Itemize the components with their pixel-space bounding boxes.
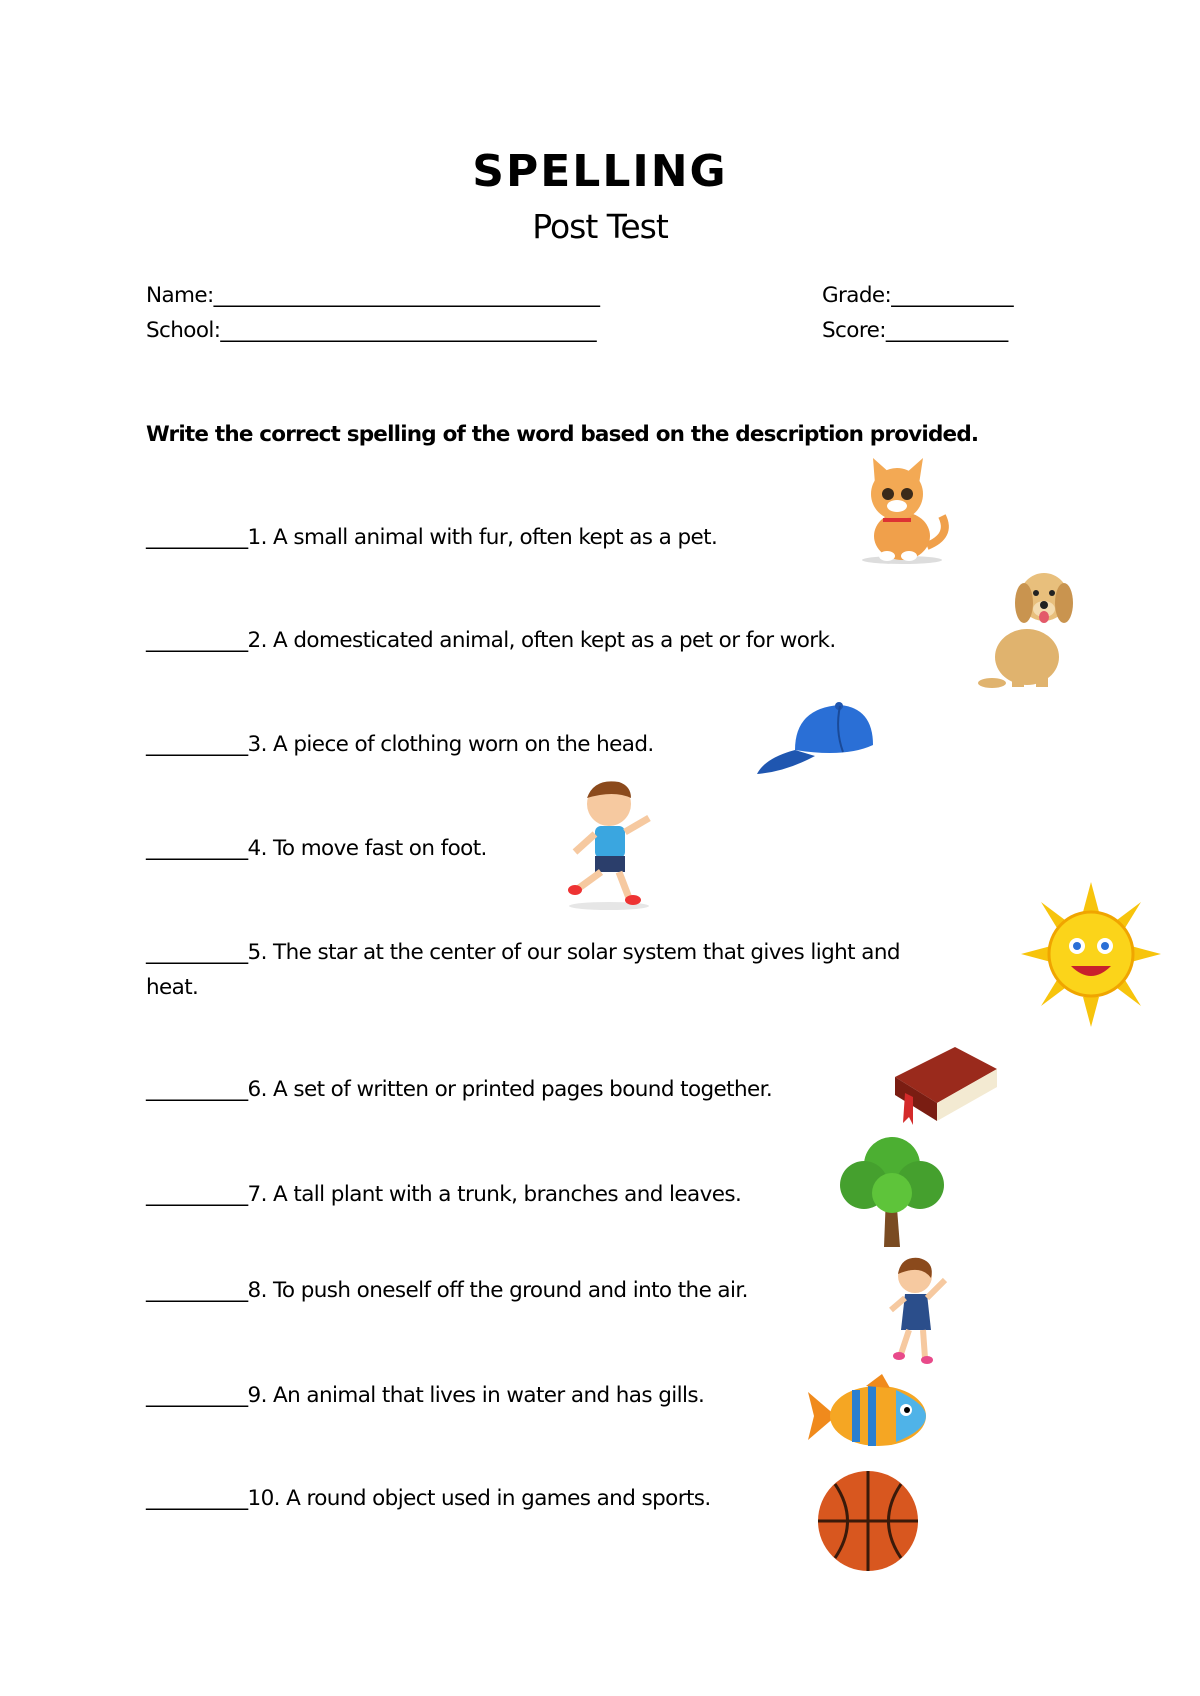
instructions: Write the correct spelling of the word based on the description provided.: [146, 422, 979, 447]
tree-icon: [836, 1135, 948, 1252]
question-8[interactable]: __________8. To push oneself off the ground and into the air.: [146, 1278, 748, 1303]
jumping-girl-icon: [885, 1254, 951, 1370]
cap-icon: [755, 700, 875, 778]
book-icon: [885, 1037, 1000, 1129]
fish-icon: [806, 1374, 936, 1458]
question-10[interactable]: __________10. A round object used in games and sports.: [146, 1486, 711, 1511]
sun-icon: [1021, 882, 1161, 1027]
question-9[interactable]: __________9. An animal that lives in water and has gills.: [146, 1383, 705, 1408]
score-field[interactable]: Score:____________: [822, 318, 1008, 343]
school-field[interactable]: School:_____________________________________: [146, 318, 596, 343]
page-subtitle: Post Test: [532, 207, 668, 246]
basketball-icon: [815, 1468, 921, 1574]
dog-icon: [972, 565, 1087, 690]
question-5[interactable]: __________5. The star at the center of our solar system that gives light and: [146, 940, 900, 965]
question-4[interactable]: __________4. To move fast on foot.: [146, 836, 487, 861]
question-5-continued: heat.: [146, 975, 199, 1000]
question-1[interactable]: __________1. A small animal with fur, often kept as a pet.: [146, 525, 718, 550]
grade-field[interactable]: Grade:____________: [822, 283, 1013, 308]
cat-icon: [847, 456, 957, 566]
name-field[interactable]: Name:______________________________________: [146, 283, 600, 308]
running-boy-icon: [559, 776, 659, 912]
question-2[interactable]: __________2. A domesticated animal, often kept as a pet or for work.: [146, 628, 836, 653]
page-title: SPELLING: [472, 146, 728, 197]
question-7[interactable]: __________7. A tall plant with a trunk, branches and leaves.: [146, 1182, 742, 1207]
question-3[interactable]: __________3. A piece of clothing worn on the head.: [146, 732, 654, 757]
question-6[interactable]: __________6. A set of written or printed pages bound together.: [146, 1077, 773, 1102]
